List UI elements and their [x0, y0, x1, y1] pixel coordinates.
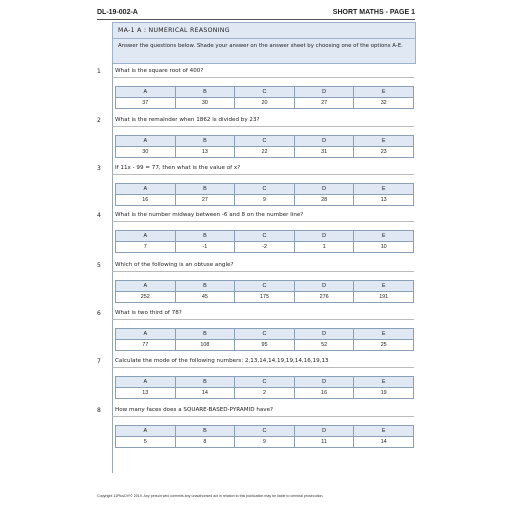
question-text: What is the square root of 400?	[115, 68, 204, 74]
option-letter: D	[294, 184, 354, 195]
option-letter: C	[235, 136, 295, 147]
option-value-row	[116, 242, 414, 253]
question-text: What is two third of 78?	[115, 310, 182, 316]
option-value: 2	[235, 388, 295, 399]
option-letter: C	[235, 184, 295, 195]
option-value: 108	[175, 340, 235, 351]
question-underline	[112, 126, 414, 127]
option-value: 14	[175, 388, 235, 399]
question-text: What is the remainder when 1862 is divided by 23?	[115, 117, 260, 123]
option-value-row	[116, 388, 414, 399]
option-letter-row	[116, 329, 414, 340]
option-value: 37	[116, 98, 176, 109]
section-title: MA-1 A : NUMERICAL REASONING	[118, 27, 230, 34]
question-number: 6	[97, 310, 101, 317]
option-letter: B	[175, 281, 235, 292]
option-value: 20	[235, 98, 295, 109]
option-letter: B	[175, 184, 235, 195]
option-letter-row	[116, 426, 414, 437]
option-value: 52	[294, 340, 354, 351]
header-divider	[97, 19, 415, 20]
option-value-row	[116, 340, 414, 351]
option-value: 16	[116, 195, 176, 206]
option-value: 31	[294, 147, 354, 158]
option-letter: A	[116, 87, 176, 98]
question-underline	[112, 367, 414, 368]
option-letter: A	[116, 426, 176, 437]
option-value: 95	[235, 340, 295, 351]
question-text: What is the number midway between -6 and 8 on the number line?	[115, 212, 304, 218]
option-letter: D	[294, 426, 354, 437]
answer-options-table	[115, 328, 414, 351]
question-text: If 11x - 99 = 77, then what is the value of x?	[115, 165, 241, 171]
question-underline	[112, 221, 414, 222]
question-underline	[112, 174, 414, 175]
option-value: 10	[354, 242, 414, 253]
option-letter: A	[116, 136, 176, 147]
answer-options-table	[115, 86, 414, 109]
option-letter: E	[354, 87, 414, 98]
instructions-box	[112, 22, 416, 64]
option-letter: A	[116, 281, 176, 292]
option-value: 19	[354, 388, 414, 399]
option-letter: E	[354, 329, 414, 340]
document-code: DL-19-002-A	[97, 9, 138, 16]
option-letter: A	[116, 184, 176, 195]
question-number: 7	[97, 358, 101, 365]
instructions-text: Answer the questions below. Shade your answer on the answer sheet by choosing one of the options A-E.	[118, 43, 403, 49]
option-letter: A	[116, 329, 176, 340]
page-label: SHORT MATHS - PAGE 1	[332, 9, 415, 16]
question-number: 8	[97, 407, 101, 414]
answer-options-table	[115, 183, 414, 206]
option-value: 28	[294, 195, 354, 206]
instructions-divider	[113, 38, 415, 39]
option-letter: B	[175, 329, 235, 340]
option-value: 32	[354, 98, 414, 109]
option-letter: E	[354, 281, 414, 292]
question-number: 5	[97, 262, 101, 269]
option-letter-row	[116, 184, 414, 195]
question-number: 1	[97, 68, 101, 75]
option-value: 16	[294, 388, 354, 399]
option-value: 11	[294, 437, 354, 448]
option-value: 276	[294, 292, 354, 303]
option-value: 13	[354, 195, 414, 206]
option-value: -1	[175, 242, 235, 253]
option-letter: B	[175, 426, 235, 437]
question-number: 4	[97, 212, 101, 219]
option-value: 23	[354, 147, 414, 158]
option-letter: D	[294, 87, 354, 98]
question-text: Which of the following is an obtuse angle?	[115, 262, 234, 268]
option-value-row	[116, 147, 414, 158]
option-value: 77	[116, 340, 176, 351]
option-value: -2	[235, 242, 295, 253]
question-number: 2	[97, 117, 101, 124]
question-underline	[112, 319, 414, 320]
option-letter: A	[116, 377, 176, 388]
answer-options-table	[115, 425, 414, 448]
option-letter: D	[294, 231, 354, 242]
option-letter: E	[354, 136, 414, 147]
option-value: 9	[235, 437, 295, 448]
option-value: 8	[175, 437, 235, 448]
option-value: 30	[116, 147, 176, 158]
option-value-row	[116, 437, 414, 448]
question-underline	[112, 77, 414, 78]
answer-options-table	[115, 376, 414, 399]
option-value: 30	[175, 98, 235, 109]
option-value: 13	[175, 147, 235, 158]
option-letter: B	[175, 87, 235, 98]
option-value-row	[116, 292, 414, 303]
option-letter: B	[175, 136, 235, 147]
option-value: 22	[235, 147, 295, 158]
option-letter: B	[175, 377, 235, 388]
option-letter: B	[175, 231, 235, 242]
option-value: 5	[116, 437, 176, 448]
answer-options-table	[115, 230, 414, 253]
option-value: 7	[116, 242, 176, 253]
option-letter-row	[116, 87, 414, 98]
option-value: 27	[175, 195, 235, 206]
option-value: 45	[175, 292, 235, 303]
option-value: 9	[235, 195, 295, 206]
option-value: 14	[354, 437, 414, 448]
option-letter: C	[235, 231, 295, 242]
option-value: 25	[354, 340, 414, 351]
option-value: 13	[116, 388, 176, 399]
option-letter-row	[116, 136, 414, 147]
option-letter: C	[235, 87, 295, 98]
option-value-row	[116, 98, 414, 109]
question-number: 3	[97, 165, 101, 172]
option-value: 27	[294, 98, 354, 109]
option-letter: D	[294, 329, 354, 340]
option-value-row	[116, 195, 414, 206]
option-letter-row	[116, 377, 414, 388]
option-value: 252	[116, 292, 176, 303]
option-letter: E	[354, 231, 414, 242]
option-letter-row	[116, 231, 414, 242]
option-letter: E	[354, 377, 414, 388]
question-underline	[112, 416, 414, 417]
answer-options-table	[115, 280, 414, 303]
question-text: Calculate the mode of the following numbers: 2,13,14,14,19,19,14,16,19,13	[115, 358, 329, 364]
option-letter: E	[354, 184, 414, 195]
option-value: 175	[235, 292, 295, 303]
option-letter-row	[116, 281, 414, 292]
option-letter: C	[235, 426, 295, 437]
question-underline	[112, 271, 414, 272]
option-letter: A	[116, 231, 176, 242]
option-letter: D	[294, 281, 354, 292]
option-letter: D	[294, 136, 354, 147]
option-letter: D	[294, 377, 354, 388]
option-value: 191	[354, 292, 414, 303]
question-text: How many faces does a SQUARE-BASED-PYRAMID have?	[115, 407, 274, 413]
option-letter: C	[235, 377, 295, 388]
answer-options-table	[115, 135, 414, 158]
option-value: 1	[294, 242, 354, 253]
question-margin-line	[112, 62, 113, 473]
copyright-footer: Copyright 11PlusDIY© 2019. Any person who commits any unauthorised act in relation to this publication may be liable to criminal prosecution.	[97, 494, 324, 498]
option-letter: C	[235, 281, 295, 292]
option-letter: C	[235, 329, 295, 340]
option-letter: E	[354, 426, 414, 437]
